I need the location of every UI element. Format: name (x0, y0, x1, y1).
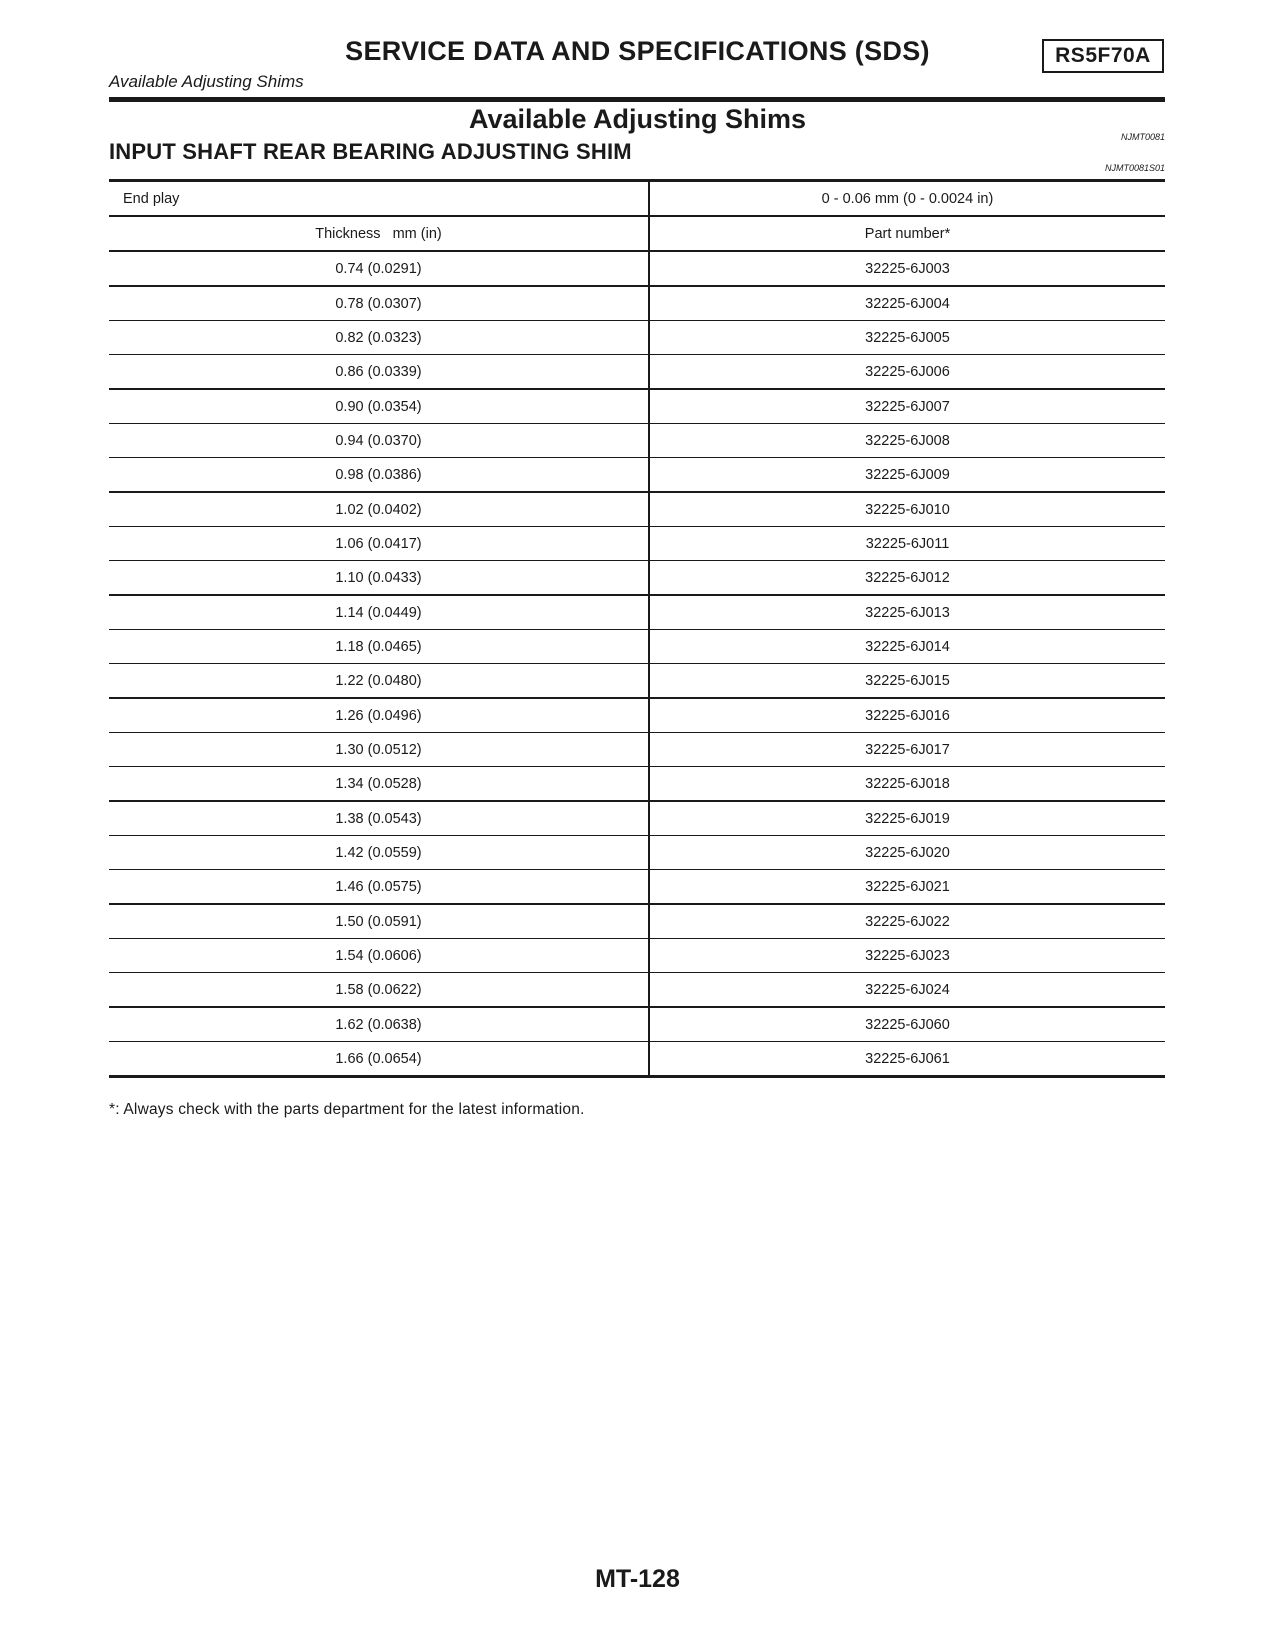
table-row (109, 389, 1165, 424)
part-number-cell: 32225-6J010 (649, 492, 1165, 527)
thickness-cell: 0.78 (0.0307) (109, 286, 649, 321)
thickness-cell: 1.42 (0.0559) (109, 836, 649, 870)
end-play-row (109, 181, 1165, 217)
page-header-title: SERVICE DATA AND SPECIFICATIONS (SDS) (345, 36, 930, 66)
part-number-cell: 32225-6J021 (649, 870, 1165, 905)
table-row (109, 664, 1165, 699)
thickness-cell: 0.74 (0.0291) (109, 251, 649, 286)
thickness-cell: 1.14 (0.0449) (109, 595, 649, 630)
table-row (109, 698, 1165, 733)
thickness-cell: 1.54 (0.0606) (109, 939, 649, 973)
subsection-ref-code: NJMT0081S01 (1104, 163, 1165, 173)
table-row (109, 939, 1165, 973)
thickness-cell: 1.58 (0.0622) (109, 973, 649, 1008)
table-row (109, 561, 1165, 596)
thickness-cell: 0.94 (0.0370) (109, 424, 649, 458)
part-number-cell: 32225-6J018 (649, 767, 1165, 802)
table-row (109, 424, 1165, 458)
thickness-cell: 1.62 (0.0638) (109, 1007, 649, 1042)
table-row (109, 321, 1165, 355)
breadcrumb: Available Adjusting Shims (109, 72, 304, 91)
table-row (109, 973, 1165, 1008)
end-play-value: 0 - 0.06 mm (0 - 0.0024 in) (649, 181, 1165, 217)
thickness-cell: 0.98 (0.0386) (109, 458, 649, 493)
table-row (109, 527, 1165, 561)
thickness-cell: 1.22 (0.0480) (109, 664, 649, 699)
part-number-cell: 32225-6J019 (649, 801, 1165, 836)
model-code-badge: RS5F70A (1042, 39, 1164, 73)
subsection-title: INPUT SHAFT REAR BEARING ADJUSTING SHIM (109, 139, 632, 164)
shim-table (109, 179, 1165, 1078)
part-number-cell: 32225-6J003 (649, 251, 1165, 286)
page-number: MT-128 (595, 1565, 680, 1593)
section-ref-code: NJMT0081 (1120, 132, 1165, 142)
thickness-cell: 1.02 (0.0402) (109, 492, 649, 527)
part-number-cell: 32225-6J015 (649, 664, 1165, 699)
thickness-cell: 1.66 (0.0654) (109, 1042, 649, 1077)
table-row (109, 904, 1165, 939)
section-title: Available Adjusting Shims (468, 104, 807, 134)
table-row (109, 733, 1165, 767)
part-number-cell: 32225-6J017 (649, 733, 1165, 767)
thickness-cell: 1.34 (0.0528) (109, 767, 649, 802)
part-number-cell: 32225-6J012 (649, 561, 1165, 596)
part-number-cell: 32225-6J016 (649, 698, 1165, 733)
part-number-cell: 32225-6J023 (649, 939, 1165, 973)
table-row (109, 1042, 1165, 1077)
part-number-cell: 32225-6J007 (649, 389, 1165, 424)
table-row (109, 458, 1165, 493)
part-number-cell: 32225-6J013 (649, 595, 1165, 630)
thickness-cell: 1.10 (0.0433) (109, 561, 649, 596)
table-row (109, 630, 1165, 664)
thickness-cell: 1.46 (0.0575) (109, 870, 649, 905)
table-row (109, 595, 1165, 630)
part-number-cell: 32225-6J014 (649, 630, 1165, 664)
thickness-cell: 1.50 (0.0591) (109, 904, 649, 939)
header-divider (109, 97, 1165, 102)
part-number-cell: 32225-6J008 (649, 424, 1165, 458)
table-row (109, 355, 1165, 390)
thickness-cell: 1.30 (0.0512) (109, 733, 649, 767)
table-row (109, 492, 1165, 527)
table-header-row (109, 216, 1165, 251)
table-row (109, 251, 1165, 286)
thickness-cell: 1.06 (0.0417) (109, 527, 649, 561)
part-number-cell: 32225-6J022 (649, 904, 1165, 939)
table-row (109, 836, 1165, 870)
part-number-cell: 32225-6J024 (649, 973, 1165, 1008)
part-number-cell: 32225-6J060 (649, 1007, 1165, 1042)
part-number-cell: 32225-6J006 (649, 355, 1165, 390)
thickness-cell: 0.90 (0.0354) (109, 389, 649, 424)
table-row (109, 286, 1165, 321)
table-row (109, 870, 1165, 905)
footnote: *: Always check with the parts department for the latest information. (109, 1101, 585, 1118)
part-number-cell: 32225-6J020 (649, 836, 1165, 870)
part-number-cell: 32225-6J009 (649, 458, 1165, 493)
end-play-label: End play (109, 181, 649, 217)
thickness-cell: 0.82 (0.0323) (109, 321, 649, 355)
part-number-cell: 32225-6J005 (649, 321, 1165, 355)
table-row (109, 767, 1165, 802)
table-row (109, 1007, 1165, 1042)
thickness-cell: 1.26 (0.0496) (109, 698, 649, 733)
table-row (109, 801, 1165, 836)
column-header-part-number: Part number* (649, 216, 1165, 251)
part-number-cell: 32225-6J061 (865, 1050, 950, 1067)
thickness-cell: 0.86 (0.0339) (109, 355, 649, 390)
thickness-cell: 1.18 (0.0465) (109, 630, 649, 664)
part-number-cell: 32225-6J004 (649, 286, 1165, 321)
thickness-cell: 1.38 (0.0543) (109, 801, 649, 836)
column-header-thickness: Thickness mm (in) (109, 216, 649, 251)
part-number-cell: 32225-6J011 (649, 527, 1165, 561)
